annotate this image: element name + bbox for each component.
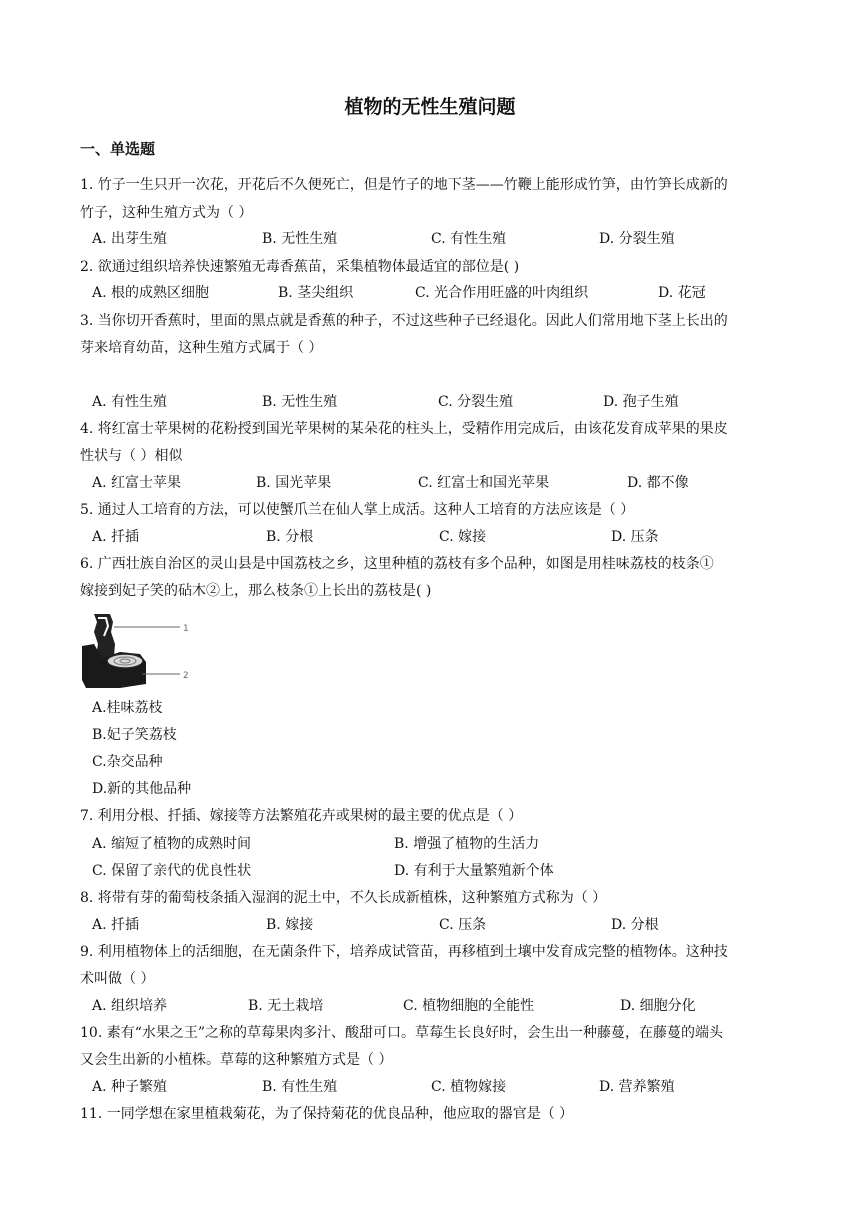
question-6-option-d[interactable]: D.新的其他品种 bbox=[92, 781, 192, 797]
question-7-option-a[interactable]: A. 缩短了植物的成熟时间 bbox=[92, 836, 252, 852]
question-5-option-c[interactable]: C. 嫁接 bbox=[439, 529, 487, 545]
question-1-stem-line2: 竹子，这种生殖方式为（ ） bbox=[80, 205, 253, 221]
question-5-option-d[interactable]: D. 压条 bbox=[611, 529, 659, 545]
question-4-option-c[interactable]: C. 红富士和国光苹果 bbox=[418, 475, 550, 491]
question-10-option-d[interactable]: D. 营养繁殖 bbox=[599, 1079, 675, 1095]
question-4-stem-line1: 4. 将红富士苹果树的花粉授到国光苹果树的某朵花的柱头上，受精作用完成后，由该花发育成苹果的果皮 bbox=[80, 421, 728, 437]
question-9-option-c[interactable]: C. 植物细胞的全能性 bbox=[403, 998, 535, 1014]
question-8-option-c[interactable]: C. 压条 bbox=[439, 917, 487, 933]
page-title: 植物的无性生殖问题 bbox=[344, 96, 516, 118]
question-3-option-d[interactable]: D. 孢子生殖 bbox=[603, 394, 679, 410]
question-6-option-b[interactable]: B.妃子笑荔枝 bbox=[92, 727, 177, 743]
question-10-stem-line1: 10. 素有“水果之王”之称的草莓果肉多汁、酸甜可口。草莓生长良好时，会生出一种藤蔓，在藤蔓的端头 bbox=[80, 1025, 724, 1041]
question-8-stem: 8. 将带有芽的葡萄枝条插入湿润的泥土中，不久长成新植株，这种繁殖方式称为（ ） bbox=[80, 890, 607, 906]
question-9-option-b[interactable]: B. 无土栽培 bbox=[248, 998, 324, 1014]
question-6-option-a[interactable]: A.桂味荔枝 bbox=[92, 700, 163, 716]
question-2-option-d[interactable]: D. 花冠 bbox=[658, 285, 706, 301]
question-5-option-a[interactable]: A. 扦插 bbox=[92, 529, 140, 545]
question-6-stem-line2: 嫁接到妃子笑的砧木②上，那么枝条①上长出的荔枝是( ) bbox=[80, 583, 432, 599]
question-10-option-b[interactable]: B. 有性生殖 bbox=[262, 1079, 338, 1095]
question-3-stem-line1: 3. 当你切开香蕉时，里面的黑点就是香蕉的种子，不过这些种子已经退化。因此人们常用地下茎上长出的 bbox=[80, 313, 728, 329]
question-7-option-b[interactable]: B. 增强了植物的生活力 bbox=[394, 836, 540, 852]
question-7-stem: 7. 利用分根、扦插、嫁接等方法繁殖花卉或果树的最主要的优点是（ ） bbox=[80, 808, 523, 824]
question-9-option-d[interactable]: D. 细胞分化 bbox=[620, 998, 696, 1014]
question-4-option-d[interactable]: D. 都不像 bbox=[627, 475, 689, 491]
question-8-option-b[interactable]: B. 嫁接 bbox=[266, 917, 314, 933]
question-10-stem-line2: 又会生出新的小植株。草莓的这种繁殖方式是（ ） bbox=[80, 1052, 393, 1068]
question-8-option-a[interactable]: A. 扦插 bbox=[92, 917, 140, 933]
question-2-option-b[interactable]: B. 茎尖组织 bbox=[278, 285, 354, 301]
question-6-stem-line1: 6. 广西壮族自治区的灵山县是中国荔枝之乡，这里种植的荔枝有多个品种，如图是用桂味荔枝的枝条① bbox=[80, 556, 714, 572]
question-1-stem-line1: 1. 竹子一生只开一次花，开花后不久便死亡，但是竹子的地下茎——竹鞭上能形成竹笋，由竹笋长成新的 bbox=[80, 177, 728, 193]
question-10-option-c[interactable]: C. 植物嫁接 bbox=[431, 1079, 507, 1095]
question-3-option-c[interactable]: C. 分裂生殖 bbox=[438, 394, 514, 410]
question-2-stem: 2. 欲通过组织培养快速繁殖无毒香蕉苗，采集植物体最适宜的部位是( ) bbox=[80, 259, 520, 275]
section-heading: 一、单选题 bbox=[80, 140, 156, 158]
question-10-option-a[interactable]: A. 种子繁殖 bbox=[92, 1079, 168, 1095]
question-6-option-c[interactable]: C.杂交品种 bbox=[92, 754, 163, 770]
question-1-option-d[interactable]: D. 分裂生殖 bbox=[599, 231, 675, 247]
question-9-option-a[interactable]: A. 组织培养 bbox=[92, 998, 168, 1014]
question-7-option-c[interactable]: C. 保留了亲代的优良性状 bbox=[92, 863, 252, 879]
question-1-option-a[interactable]: A. 出芽生殖 bbox=[92, 231, 168, 247]
question-3-stem-line2: 芽来培育幼苗，这种生殖方式属于（ ） bbox=[80, 340, 323, 356]
question-5-option-b[interactable]: B. 分根 bbox=[266, 529, 314, 545]
question-9-stem-line2: 术叫做（ ） bbox=[80, 971, 155, 987]
question-4-option-a[interactable]: A. 红富士苹果 bbox=[92, 475, 182, 491]
grafting-figure bbox=[80, 610, 195, 690]
question-3-option-a[interactable]: A. 有性生殖 bbox=[92, 394, 168, 410]
question-5-stem: 5. 通过人工培育的方法，可以使蟹爪兰在仙人掌上成活。这种人工培育的方法应该是（ ） bbox=[80, 502, 635, 518]
question-11-stem: 11. 一同学想在家里植栽菊花，为了保持菊花的优良品种，他应取的器官是（ ） bbox=[80, 1106, 574, 1122]
question-9-stem-line1: 9. 利用植物体上的活细胞，在无菌条件下，培养成试管苗，再移植到土壤中发育成完整的植物体。这种技 bbox=[80, 944, 728, 960]
question-7-option-d[interactable]: D. 有利于大量繁殖新个体 bbox=[394, 863, 554, 879]
question-8-option-d[interactable]: D. 分根 bbox=[611, 917, 659, 933]
question-2-option-c[interactable]: C. 光合作用旺盛的叶肉组织 bbox=[415, 285, 589, 301]
figure-label-2: 2 bbox=[183, 671, 189, 681]
question-3-option-b[interactable]: B. 无性生殖 bbox=[262, 394, 338, 410]
question-4-stem-line2: 性状与（ ）相似 bbox=[80, 448, 183, 464]
question-4-option-b[interactable]: B. 国光苹果 bbox=[256, 475, 332, 491]
figure-label-1: 1 bbox=[183, 624, 189, 634]
question-1-option-c[interactable]: C. 有性生殖 bbox=[431, 231, 507, 247]
question-2-option-a[interactable]: A. 根的成熟区细胞 bbox=[92, 285, 210, 301]
question-1-option-b[interactable]: B. 无性生殖 bbox=[262, 231, 338, 247]
